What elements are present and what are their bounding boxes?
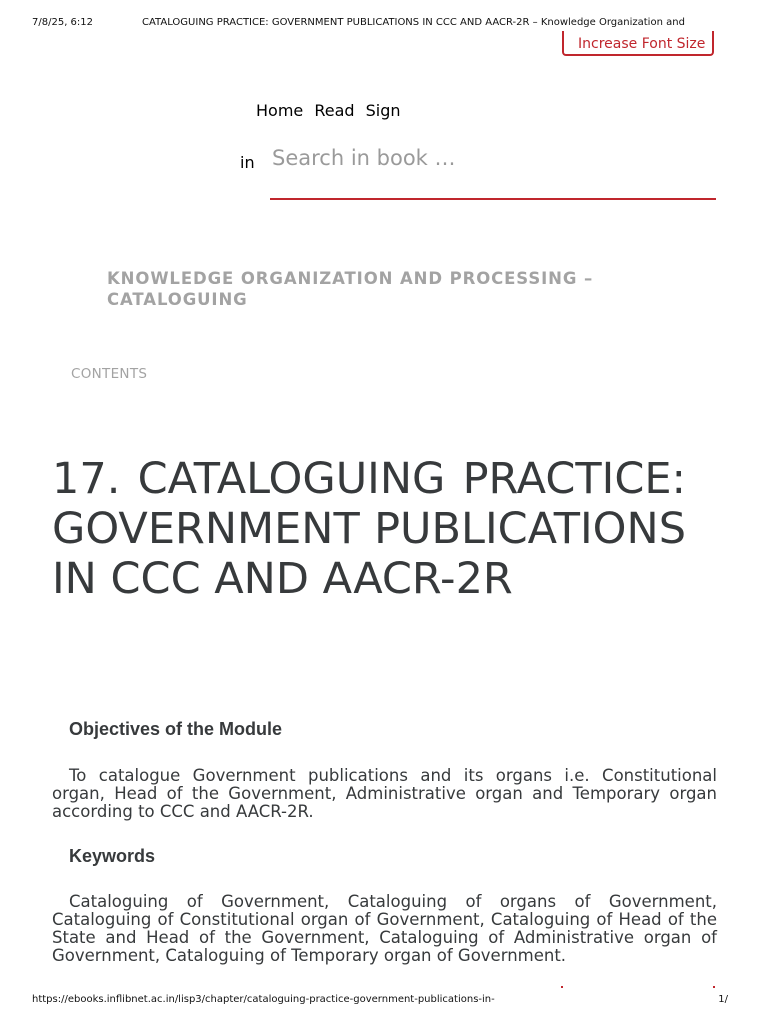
- print-url: https://ebooks.inflibnet.ac.in/lisp3/chapter/cataloguing-practice-government-publications-in-: [32, 994, 495, 1005]
- objectives-paragraph: To catalogue Government publications and its organs i.e. Constitutional organ, Head of the Government, Administrative organ and Temporary organ according to CCC and AACR-2R.: [52, 766, 717, 821]
- print-page-title: CATALOGUING PRACTICE: GOVERNMENT PUBLICATIONS IN CCC AND AACR-2R – Knowledge Organization and: [142, 17, 685, 28]
- book-title[interactable]: KNOWLEDGE ORGANIZATION AND PROCESSING – CATALOGUING: [107, 269, 594, 309]
- print-datetime: 7/8/25, 6:12: [32, 17, 94, 28]
- nav-sign-in-link-continuation[interactable]: in: [240, 153, 255, 172]
- print-header: [32, 17, 736, 31]
- print-page-number: 1/: [718, 994, 728, 1005]
- keywords-heading: Keywords: [69, 846, 156, 866]
- objectives-heading: Objectives of the Module: [69, 719, 283, 739]
- search-input[interactable]: [270, 144, 720, 172]
- nav-sign-in-link[interactable]: Sign: [365, 101, 401, 120]
- page-break-mark: [713, 986, 715, 988]
- chapter-title: 17. CATALOGUING PRACTICE: GOVERNMENT PUBLICATIONS IN CCC AND AACR-2R: [52, 454, 686, 604]
- page-break-mark: [561, 986, 563, 988]
- nav-read-link[interactable]: Read: [314, 101, 355, 120]
- increase-font-size-button[interactable]: Increase Font Size: [562, 31, 714, 56]
- keywords-paragraph: Cataloguing of Government, Cataloguing of organs of Government, Cataloguing of Constitutional organ of Government, Cataloguing of Head of the State and Head of the Government, Cataloguing of Administrative organ of Government, Cataloguing of Temporary organ of Government.: [52, 892, 717, 965]
- contents-link[interactable]: CONTENTS: [71, 366, 148, 382]
- search-box: [270, 144, 716, 200]
- nav-home-link[interactable]: Home: [256, 101, 304, 120]
- top-nav: [256, 101, 407, 120]
- print-footer: [32, 994, 728, 1008]
- page-break-marks: [0, 986, 768, 990]
